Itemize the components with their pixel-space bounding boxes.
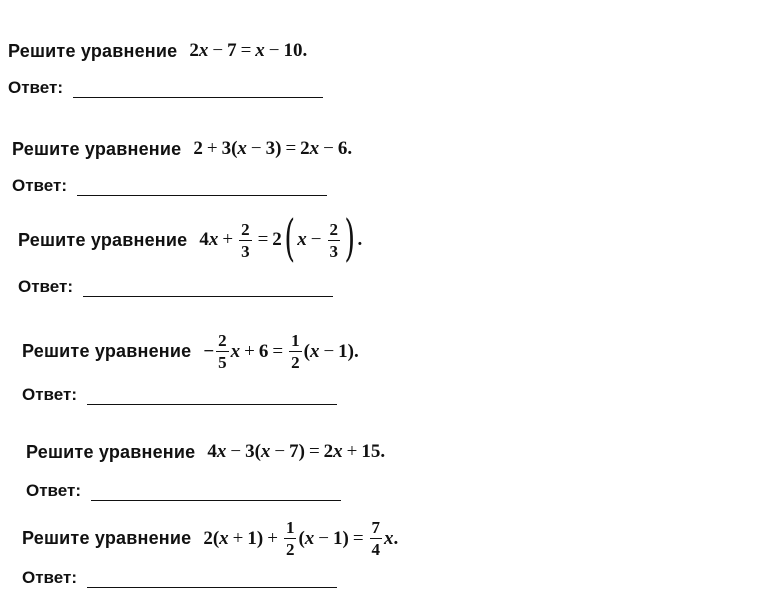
problem-2 bbox=[12, 138, 352, 196]
answer-field[interactable] bbox=[73, 81, 323, 98]
answer-field[interactable] bbox=[87, 388, 337, 405]
fraction-numerator: 2 bbox=[218, 331, 227, 350]
constant: 7 bbox=[289, 441, 299, 462]
variable: x bbox=[255, 40, 265, 61]
equals-sign: = bbox=[240, 40, 252, 61]
variable: x bbox=[198, 40, 209, 61]
constant: 7 bbox=[227, 40, 237, 61]
question-line bbox=[18, 209, 363, 267]
equation bbox=[189, 40, 307, 62]
constant: 6 bbox=[337, 138, 348, 159]
coefficient: 4 bbox=[199, 229, 209, 250]
question-line bbox=[22, 332, 359, 371]
variable: x bbox=[216, 441, 227, 462]
equation bbox=[203, 332, 358, 371]
minus-sign: − bbox=[203, 340, 215, 362]
fraction-denominator: 4 bbox=[371, 540, 381, 559]
right-paren: ) bbox=[342, 527, 349, 549]
question-prompt: Решите уравнение bbox=[22, 528, 192, 548]
fraction-numerator: 1 bbox=[285, 518, 295, 537]
equation bbox=[203, 519, 398, 558]
coefficient: 4 bbox=[207, 441, 217, 462]
question-prompt: Решите уравнение bbox=[18, 229, 188, 250]
fraction-numerator: 7 bbox=[371, 518, 381, 537]
fraction bbox=[239, 221, 252, 260]
operator: − bbox=[274, 441, 286, 462]
left-paren: ( bbox=[303, 340, 310, 362]
operator: − bbox=[230, 441, 242, 462]
answer-line bbox=[12, 176, 352, 196]
answer-label: Ответ: bbox=[22, 385, 77, 404]
coefficient: 2 bbox=[300, 138, 310, 159]
constant: 2 bbox=[193, 138, 203, 159]
operator: + bbox=[232, 527, 244, 549]
constant: 1 bbox=[338, 340, 348, 362]
variable: x bbox=[208, 229, 219, 250]
left-paren: ( bbox=[298, 527, 305, 549]
right-paren: ) bbox=[347, 340, 354, 362]
equals-sign: = bbox=[352, 527, 364, 549]
fraction bbox=[328, 221, 341, 260]
fraction-denominator: 2 bbox=[291, 353, 300, 372]
right-paren: ) bbox=[275, 138, 282, 159]
constant: 6 bbox=[258, 340, 269, 362]
question-prompt: Решите уравнение bbox=[26, 441, 196, 462]
operator: + bbox=[222, 229, 234, 250]
problem-6 bbox=[22, 519, 398, 588]
equals-sign: = bbox=[272, 340, 284, 362]
fraction-numerator: 2 bbox=[241, 219, 250, 239]
fraction-numerator: 1 bbox=[291, 331, 300, 350]
variable: x bbox=[237, 138, 247, 159]
constant: 3 bbox=[265, 138, 276, 159]
variable: x bbox=[304, 527, 315, 549]
constant: 15 bbox=[361, 441, 381, 462]
left-paren: ( bbox=[284, 209, 295, 267]
coefficient: 3 bbox=[245, 441, 255, 462]
operator: − bbox=[310, 229, 322, 250]
equation bbox=[193, 138, 352, 160]
operator: − bbox=[212, 40, 224, 61]
variable: x bbox=[230, 340, 241, 362]
left-paren: ( bbox=[254, 441, 261, 462]
operator: − bbox=[323, 340, 335, 362]
fraction bbox=[289, 332, 302, 371]
period: . bbox=[302, 40, 308, 61]
answer-label: Ответ: bbox=[18, 277, 73, 296]
equals-sign: = bbox=[308, 441, 320, 462]
problem-5 bbox=[26, 441, 385, 501]
period: . bbox=[353, 340, 359, 362]
variable: x bbox=[297, 229, 307, 250]
constant: 1 bbox=[332, 527, 343, 549]
answer-line bbox=[8, 78, 323, 98]
constant: 1 bbox=[247, 527, 257, 549]
fraction bbox=[370, 519, 383, 558]
coefficient: 3 bbox=[221, 138, 232, 159]
question-prompt: Решите уравнение bbox=[12, 138, 182, 159]
question-prompt: Решите уравнение bbox=[22, 341, 192, 361]
period: . bbox=[357, 229, 363, 250]
fraction-denominator: 3 bbox=[329, 241, 339, 261]
coefficient: 2 bbox=[189, 40, 199, 61]
answer-line bbox=[22, 568, 398, 588]
operator: − bbox=[250, 138, 262, 159]
fraction-denominator: 5 bbox=[218, 353, 227, 372]
coefficient: 2 bbox=[203, 527, 213, 549]
question-line bbox=[22, 519, 398, 558]
answer-label: Ответ: bbox=[12, 176, 67, 195]
answer-label: Ответ: bbox=[22, 568, 77, 587]
coefficient: 2 bbox=[323, 441, 334, 462]
answer-line bbox=[26, 481, 385, 501]
equals-sign: = bbox=[285, 138, 297, 159]
question-prompt: Решите уравнение bbox=[8, 40, 178, 61]
fraction bbox=[216, 332, 229, 371]
operator: + bbox=[206, 138, 218, 159]
right-paren: ) bbox=[344, 209, 356, 267]
question-line bbox=[26, 441, 385, 463]
variable: x bbox=[309, 138, 320, 159]
operator: + bbox=[267, 527, 278, 549]
variable: x bbox=[384, 527, 394, 549]
coefficient: 2 bbox=[272, 229, 282, 250]
answer-field[interactable] bbox=[91, 484, 341, 501]
operator: − bbox=[268, 40, 280, 61]
answer-label: Ответ: bbox=[26, 481, 81, 500]
answer-label: Ответ: bbox=[8, 78, 63, 97]
variable: x bbox=[333, 441, 343, 462]
operator: + bbox=[244, 340, 255, 362]
answer-line bbox=[18, 277, 362, 297]
equation bbox=[199, 209, 363, 267]
operator: − bbox=[323, 138, 334, 159]
operator: + bbox=[346, 441, 358, 462]
variable: x bbox=[309, 340, 320, 362]
answer-field[interactable] bbox=[83, 280, 333, 297]
fraction-numerator: 2 bbox=[329, 219, 339, 239]
question-line bbox=[12, 138, 352, 160]
question-line bbox=[8, 40, 323, 62]
left-paren: ( bbox=[231, 138, 238, 159]
period: . bbox=[380, 441, 386, 462]
answer-field[interactable] bbox=[77, 179, 327, 196]
problem-1 bbox=[8, 40, 323, 98]
equals-sign: = bbox=[257, 229, 269, 250]
period: . bbox=[347, 138, 353, 159]
right-paren: ) bbox=[256, 527, 264, 549]
left-paren: ( bbox=[212, 527, 220, 549]
answer-line bbox=[22, 385, 359, 405]
constant: 10 bbox=[283, 40, 303, 61]
right-paren: ) bbox=[298, 441, 305, 462]
equation bbox=[207, 441, 385, 463]
problem-4 bbox=[22, 332, 359, 405]
fraction bbox=[284, 519, 297, 558]
fraction-denominator: 3 bbox=[241, 241, 250, 261]
variable: x bbox=[260, 441, 271, 462]
fraction-denominator: 2 bbox=[285, 540, 295, 559]
period: . bbox=[393, 527, 399, 549]
operator: − bbox=[318, 527, 329, 549]
variable: x bbox=[219, 527, 229, 549]
answer-field[interactable] bbox=[87, 571, 337, 588]
problem-3 bbox=[18, 209, 363, 297]
